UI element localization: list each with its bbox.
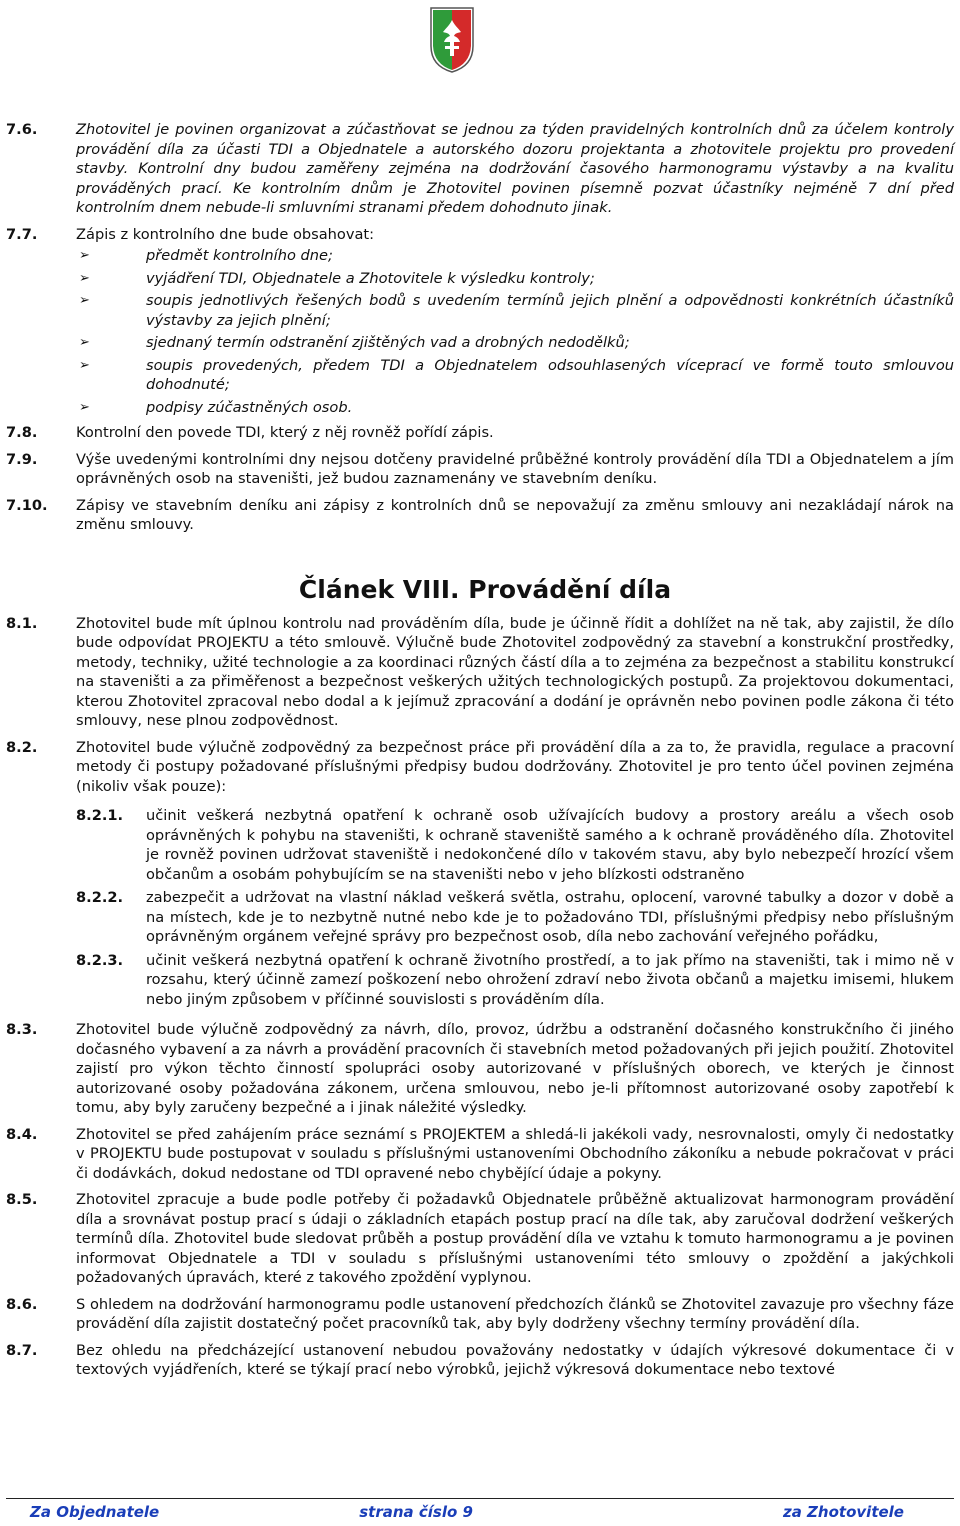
section-text: Zápisy ve stavebním deníku ani zápisy z kontrolních dnů se nepovažují za změnu smlouvy ani nezakládají nárok na změnu smlouvy. bbox=[76, 496, 954, 533]
subsection-8-2-1 bbox=[76, 806, 954, 884]
section-number: 8.4. bbox=[6, 1125, 38, 1143]
arrow-bullet-icon: ➢ bbox=[79, 399, 90, 415]
list-item bbox=[76, 398, 954, 418]
section-8-6 bbox=[6, 1295, 954, 1334]
section-text: Zhotovitel bude výlučně zodpovědný za návrh, dílo, provoz, údržbu a odstranění dočasného konstrukčního či jiného dočasného vybavení a za návrh a provádění pracovních či stavebních metod požadovaných při jejich použití. Zhotovitel zajistí pro výkon těchto činností spolupráci osoby autorizované v příslušných oborech, ve kterých je činnost autorizované osoby požadována zákonem, určena smlouvou, nebo je-li přítomnost autorizované osoby zapotřebí k tomu, aby byly zaručeny bezpečné a i jinak náležité výsledky. bbox=[76, 1021, 954, 1116]
list-item-text: vyjádření TDI, Objednatele a Zhotovitele k výsledku kontroly; bbox=[146, 269, 595, 287]
section-7-10 bbox=[6, 496, 954, 535]
section-number: 8.3. bbox=[6, 1021, 38, 1038]
section-number: 8.2. bbox=[6, 738, 38, 756]
section-7-9 bbox=[6, 450, 954, 489]
section-text: S ohledem na dodržování harmonogramu podle ustanovení předchozích článků se Zhotovitel zavazuje pro všechny fáze provádění díla zajistit dostatečný počet pracovníků tak, aby byly dodrženy všechny termíny provádění díla. bbox=[76, 1295, 954, 1332]
section-7-7 bbox=[6, 225, 954, 245]
section-text: Zhotovitel zpracuje a bude podle potřeby či požadavků Objednatele průběžně aktualizovat harmonogram provádění díla a srovnávat postup prací s údaji o základních etapách postup prací na díle tak, aby zaručoval dodržení veškerých termínů díla. Zhotovitel bude sledovat průběh a postup provádění díla ve vztahu k tomuto harmonogramu a je povinen informovat Objednatele a TDI v souladu s příslušnými ustanoveními této smlouvy o zpoždění a jakýchkoli požadovaných úpravách, které z takového zpoždění vyplynou. bbox=[76, 1191, 954, 1286]
section-number: 8.1. bbox=[6, 614, 38, 632]
arrow-bullet-icon: ➢ bbox=[79, 248, 90, 263]
section-number: 7.7. bbox=[6, 225, 38, 243]
section-text: Zhotovitel bude mít úplnou kontrolu nad prováděním díla, bude je účinně řídit a dohlížet na ně tak, aby zajistil, že dílo bude odpovídat PROJEKTU a této smlouvě. Výlučně bude Zhotovitel zodpovědný za stavební a konstrukční prostředky, metody, techniky, užité technologie a za koordinaci různých částí díla a to zejména za bezpečnost a stabilitu konstrukcí na staveništi a za přiměřenost a bezpečnost veškerých užitých technologických postupů. Za projektovou dokumentaci, kterou Zhotovitel zpracoval nebo dodal a k jejímuž zpracování a dodání je oprávněn nebo povinen podle zákona či této smlouvy, nese plnou zodpovědnost. bbox=[76, 614, 954, 729]
section-8-7 bbox=[6, 1341, 954, 1380]
list-item-text: předmět kontrolního dne; bbox=[146, 247, 333, 264]
subsection-8-2-3 bbox=[76, 951, 954, 1010]
section-number: 7.8. bbox=[6, 424, 38, 441]
list-item bbox=[76, 333, 954, 353]
document-body bbox=[6, 120, 954, 1387]
section-8-1 bbox=[6, 614, 954, 731]
footer-right: za Zhotovitele bbox=[782, 1503, 904, 1521]
page-footer bbox=[30, 1503, 904, 1521]
section-7-6 bbox=[6, 120, 954, 218]
section-8-2 bbox=[6, 738, 954, 1014]
list-item-text: sjednaný termín odstranění zjištěných vad a drobných nedodělků; bbox=[146, 334, 630, 351]
section-number: 8.6. bbox=[6, 1295, 38, 1313]
section-number: 7.10. bbox=[6, 496, 48, 514]
page-number: strana číslo 9 bbox=[359, 1503, 473, 1521]
section-8-5 bbox=[6, 1190, 954, 1288]
subsection-list bbox=[76, 806, 954, 1009]
arrow-bullet-icon: ➢ bbox=[79, 293, 90, 308]
subsection-number: 8.2.3. bbox=[76, 951, 124, 969]
section-text: Výše uvedenými kontrolními dny nejsou dotčeny pravidelné průběžné kontroly provádění díla TDI a Objednatelem a jím oprávněných osob na staveništi, jež budou zaznamenány ve stavebním deníku. bbox=[76, 450, 954, 487]
section-number: 7.6. bbox=[6, 121, 38, 138]
section-number: 7.9. bbox=[6, 450, 38, 468]
arrow-bullet-icon: ➢ bbox=[79, 270, 90, 286]
arrow-bullet-icon: ➢ bbox=[79, 357, 90, 373]
section-number: 8.7. bbox=[6, 1341, 38, 1359]
list-item-text: soupis provedených, předem TDI a Objednatelem odsouhlasených víceprací ve formě touto smlouvou dohodnuté; bbox=[146, 356, 954, 393]
section-8-3 bbox=[6, 1020, 954, 1118]
arrow-bullet-icon: ➢ bbox=[79, 335, 90, 350]
list-item-text: podpisy zúčastněných osob. bbox=[146, 398, 353, 416]
subsection-text: učinit veškerá nezbytná opatření k ochraně životního prostředí, a to jak přímo na staveništi, tak i mimo ně v rozsahu, který účinně zamezí poškození nebo ohrožení zdraví nebo života občanů a majetku imisemi, hlukem nebo jiným způsobem v příčinné souvislosti s prováděním díla. bbox=[146, 951, 954, 1008]
subsection-text: zabezpečit a udržovat na vlastní náklad veškerá světla, ostrahu, oplocení, varovné tabulky a dozor v době a na místech, kde je to nezbytně nutné nebo kde je to požadováno TDI, příslušnými předpisy nebo příslušným oprávněným orgánem veřejné správy pro bezpečnost osob, díla nebo zachování veřejného pořádku, bbox=[146, 889, 954, 945]
footer-divider bbox=[6, 1498, 954, 1499]
section-number: 8.5. bbox=[6, 1191, 38, 1208]
section-text: Zhotovitel se před zahájením práce seznámí s PROJEKTEM a shledá-li jakékoli vady, nesrovnalosti, omyly či nedostatky v PROJEKTU bude postupovat v souladu s příslušnými ustanoveními Obchodního zákoníku a nebude pokračovat v práci či dodávkách, dokud nedostane od TDI opravené nebo chybějící údaje a pokyny. bbox=[76, 1125, 954, 1182]
list-item bbox=[76, 246, 954, 266]
section-text: Zhotovitel je povinen organizovat a zúčastňovat se jednou za týden pravidelných kontrolních dnů za účelem kontroly provádění díla za účasti TDI a Objednatele a autorského dozoru projektanta a zhotovitele projektu pro provedení stavby. Kontrolní dny budou zaměřeny zejména na dodržování časového harmonogramu výstavby a na kvalitu prováděných prací. Ke kontrolním dnům je Zhotovitel povinen písemně pozvat účastníky nejméně 7 dní před kontrolním dnem nebude-li smluvními stranami předem dohodnuto jinak. bbox=[76, 121, 954, 216]
subsection-number: 8.2.1. bbox=[76, 807, 124, 824]
section-body bbox=[76, 738, 954, 1014]
subsection-number: 8.2.2. bbox=[76, 889, 124, 906]
section-8-4 bbox=[6, 1125, 954, 1184]
footer-left: Za Objednatele bbox=[30, 1503, 160, 1521]
list-item-text: soupis jednotlivých řešených bodů s uvedením termínů jejich plnění a odpovědnosti konkrétních účastníků výstavby za jejich plnění; bbox=[146, 292, 954, 329]
bullet-list bbox=[76, 246, 954, 417]
section-7-8 bbox=[6, 423, 954, 443]
section-text: Zhotovitel bude výlučně zodpovědný za bezpečnost práce při provádění díla a za to, že pravidla, regulace a pracovní metody či postupy požadované příslušnými předpisy budou dodržovány. Zhotovitel je pro tento účel povinen zejména (nikoliv však pouze): bbox=[76, 738, 954, 795]
list-item bbox=[76, 291, 954, 330]
list-item bbox=[76, 356, 954, 395]
subsection-text: učinit veškerá nezbytná opatření k ochraně osob užívajících budovy a prostory areálu a všech osob oprávněných k pohybu na staveništi, k ochraně staveniště samého a k ochraně prováděného díla. Zhotovitel je rovněž povinen udržovat staveniště i nedokončené dílo v takovém stavu, aby bylo nebezpečí hrozící všem občanům a osobám pohybujícím se na staveništi nebo v jeho blízkosti odstraněno bbox=[146, 807, 954, 883]
section-text: Kontrolní den povede TDI, který z něj rovněž pořídí zápis. bbox=[76, 424, 494, 441]
article-heading: Článek VIII. Provádění díla bbox=[298, 574, 672, 604]
section-text: Zápis z kontrolního dne bude obsahovat: bbox=[76, 225, 375, 243]
list-item bbox=[76, 269, 954, 289]
coat-of-arms-icon bbox=[429, 6, 475, 74]
section-text: Bez ohledu na předcházející ustanovení nebudou považovány nedostatky v údajích výkresové dokumentace či v textových vyjádřeních, které se týkají prací nebo výrobků, jejichž výkresová dokumentace nebo textové bbox=[76, 1341, 954, 1378]
subsection-8-2-2 bbox=[76, 888, 954, 947]
